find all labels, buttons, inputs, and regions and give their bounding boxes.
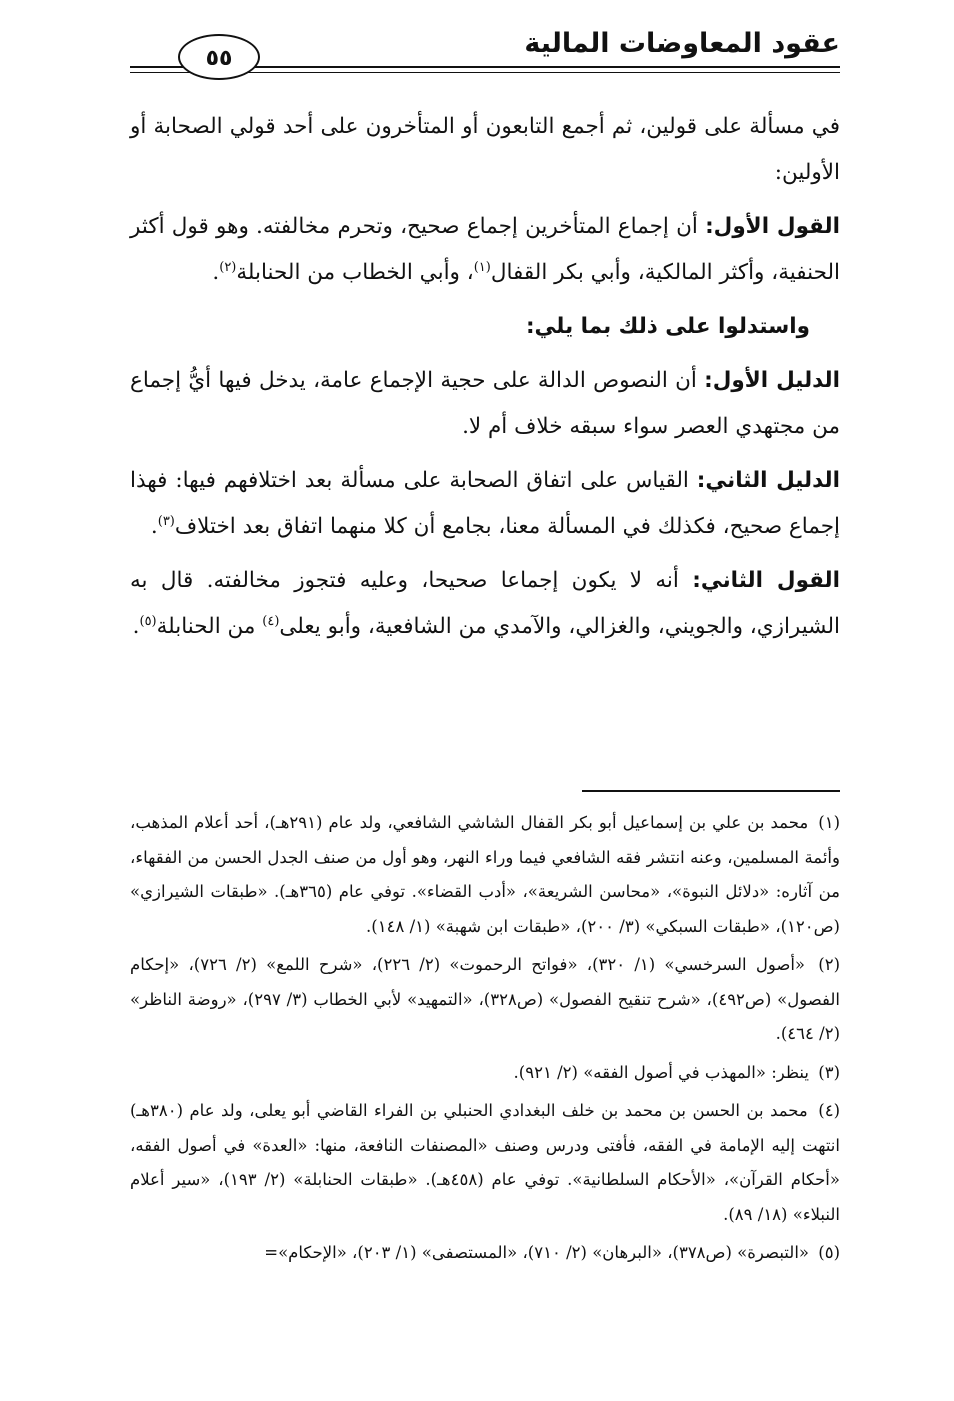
second-opinion-text: أنه لا يكون إجماعا صحيحا، وعليه فتجوز مخالفته. قال به الشيرازي، والجويني، والغزالي، والآمدي من الشافعية، وأبو يعلى	[130, 568, 840, 639]
first-evidence-text: أن النصوص الدالة على حجية الإجماع عامة، يدخل فيها أيُّ إجماع من مجتهدي العصر سواء سبقه خلاف أم لا.	[130, 368, 840, 439]
first-opinion-heading: القول الأول:	[705, 214, 840, 239]
second-opinion-heading: القول الثاني:	[692, 568, 840, 593]
footnote-ref-4[interactable]: (٤)	[262, 613, 280, 629]
second-evidence-text: القياس على اتفاق الصحابة على مسألة بعد اختلافهم فيها: فهذا إجماع صحيح، فكذلك في المسألة معنا، بجامع أن كلا منهما اتفاق بعد اختلاف	[130, 468, 840, 539]
footnote-text: «أصول السرخسي» (١/ ٣٢٠)، «فواتح الرحموت» (٢/ ٢٢٦)، «شرح اللمع» (٢/ ٧٢٦)، «إحكام الفصول» (ص٤٩٢)، «شرح تنقيح الفصول» (ص٣٢٨)، «التمهيد» لأبي الخطاب (٣/ ٢٩٧)، «روضة الناظر» (٢/ ٤٦٤).	[130, 955, 840, 1043]
running-title: عقود المعاوضات المالية	[524, 28, 840, 59]
footnote-ref-2[interactable]: (٢)	[219, 259, 237, 275]
footnote-number: (٤)	[818, 1101, 840, 1120]
footnote-separator	[582, 790, 840, 792]
page-number: ٥٥	[178, 34, 260, 80]
footnote-ref-1[interactable]: (١)	[473, 259, 491, 275]
page-header	[130, 22, 840, 82]
first-evidence-heading: الدليل الأول:	[704, 368, 841, 393]
footnote-number: (١)	[818, 813, 840, 832]
second-evidence-heading: الدليل الثاني:	[696, 468, 840, 493]
footnote-number: (٢)	[818, 955, 841, 974]
footnote-number: (٣)	[818, 1062, 840, 1082]
paragraph-intro	[130, 104, 840, 196]
footnote-ref-3[interactable]: (٣)	[157, 513, 175, 529]
paragraph-second-evidence	[130, 458, 840, 550]
paragraph-first-opinion	[130, 204, 840, 296]
footnotes	[130, 806, 840, 1275]
footnote-text: محمد بن الحسن بن محمد بن خلف البغدادي الحنبلي بن الفراء القاضي أبو يعلى، ولد عام (٣٨٠هـ) انتهت إليه الإمامة في الفقه، فأفتى ودرس وصنف «المصنفات النافعة، منها: «العدة» في أصول الفقه، «أحكام القرآن»، «الأحكام السلطانية». توفي عام (٤٥٨هـ). «طبقات الحنابلة» (٢/ ١٩٣)، «سير أعلام النبلاء» (١٨/ ٨٩).	[130, 1101, 840, 1224]
paragraph-intro-text: في مسألة على قولين، ثم أجمع التابعون أو المتأخرون على أحد قولي الصحابة أو الأولين:	[130, 114, 840, 185]
footnote-1	[130, 806, 840, 944]
main-text	[130, 104, 840, 658]
footnote-ref-5[interactable]: (٥)	[139, 613, 157, 629]
first-opinion-text: أن إجماع المتأخرين إجماع صحيح، وتحرم مخالفته. وهو قول أكثر الحنفية، وأكثر المالكية، وأبي بكر القفال	[130, 214, 840, 285]
footnote-text: ينظر: «المهذب في أصول الفقه» (٢/ ٩٢١).	[513, 1062, 809, 1082]
footnote-number: (٥)	[818, 1243, 840, 1262]
footnote-2	[130, 948, 840, 1052]
second-opinion-end: .	[132, 614, 140, 639]
first-opinion-text-2: ، وأبي الخطاب من الحنابلة	[236, 260, 474, 285]
footnote-4	[130, 1094, 840, 1232]
second-opinion-text-2: من الحنابلة	[156, 614, 263, 639]
footnote-text: «التبصرة» (ص٣٧٨)، «البرهان» (٢/ ٧١٠)، «المستصفى» (١/ ٢٠٣)، «الإحكام»=	[264, 1243, 809, 1262]
footnote-text: محمد بن علي بن إسماعيل أبو بكر القفال الشاشي الشافعي، ولد عام (٢٩١هـ)، أحد أعلام المذهب، وأئمة المسلمين، وعنه انتشر فقه الشافعي فيما وراء النهر، وهو أول من صنف الجدل الحسن من الفقهاء، من آثاره: «دلائل النبوة»، «محاسن الشريعة»، «أدب القضاء». توفي عام (٣٦٥هـ). «طبقات الشيرازي» (ص١٢٠)، «طبقات السبكي» (٣/ ٢٠٠)، «طبقات ابن شهبة» (١/ ١٤٨).	[130, 813, 840, 936]
paragraph-first-evidence	[130, 358, 840, 450]
footnote-5	[130, 1236, 840, 1271]
footnote-3	[130, 1056, 840, 1091]
evidence-heading: واستدلوا على ذلك بما يلي:	[525, 314, 810, 339]
first-opinion-end: .	[212, 260, 220, 285]
paragraph-second-opinion	[130, 558, 840, 650]
second-evidence-end: .	[150, 514, 158, 539]
